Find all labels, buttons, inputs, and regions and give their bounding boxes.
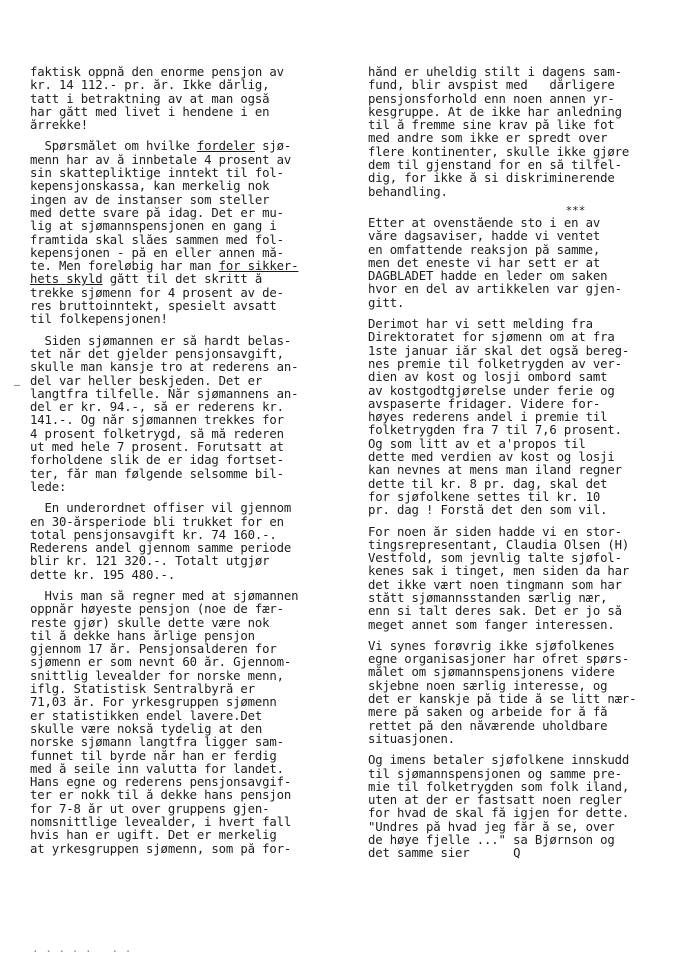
text-line: gjennom 17 år. Pensjonsalderen for	[30, 643, 277, 657]
text-line: av kostgodtgjørelse under ferie og	[368, 384, 615, 398]
text-line: Vestfold, som jevnlig talte sjøfol-	[368, 552, 622, 566]
text-line: DAGBLADET hadde en leder om saken	[368, 270, 608, 284]
right-column	[368, 66, 693, 869]
text-line: pensjonsforhold enn noen annen yr-	[368, 92, 615, 106]
text-line: hånd er uheldig stilt i dagens sam-	[368, 66, 622, 79]
text-line: skulle være nokså tydelig at den	[30, 722, 263, 736]
text-line: En underordnet offiser vil gjennom	[30, 502, 292, 516]
text-line: tingsrepresentant, Claudia Olsen (H)	[368, 538, 630, 552]
text-line: sjømenn er som nevnt 60 år. Gjennom-	[30, 656, 292, 670]
text-line: Etter at ovenstående sto i en av	[368, 216, 601, 230]
text-line: egne organisasjoner har ofret spørs-	[368, 653, 630, 667]
text-line: har gått med livet i hendene i en	[30, 105, 270, 119]
text-fragment: te. Men foreløbig har man	[30, 260, 219, 274]
text-line: hvor en del av artikkelen var gjen-	[368, 283, 622, 297]
text-line: enn si talt deres sak. Det er jo så	[368, 605, 622, 619]
text-line: snittlig levealder for norske menn,	[30, 669, 284, 683]
text-fragment: Spørsmålet om hvilke	[30, 140, 197, 154]
faded-footer-text: · · · · · · ·	[32, 945, 132, 958]
text-line: målet om sjømannspensjonens videre	[368, 666, 615, 680]
text-line: årrekke!	[30, 119, 89, 133]
text-line: Rederens andel gjennom samme periode	[30, 542, 292, 556]
text-line: med dette svare på idag. Det er mu-	[30, 206, 284, 220]
text-line: reste gjør) skulle dette være nok	[30, 616, 270, 630]
text-line: Og som litt av et a'propos til	[368, 437, 586, 451]
text-line: mere på saken og arbeide for å få	[368, 706, 608, 720]
text-line: det samme sier Q	[368, 847, 521, 861]
text-line: nomsnittlige levealder, i hvert fall	[30, 816, 292, 830]
margin-mark: –	[14, 380, 21, 391]
text-line: kepensjonen - på en eller annen må-	[30, 246, 284, 260]
text-line: dem til gjenstand for en så tilfel-	[368, 159, 622, 173]
text-line: stått sjømannsstanden særlig nær,	[368, 591, 608, 605]
text-line: med andre som ikke er spredt over	[368, 132, 608, 146]
text-line: For noen år siden hadde vi en stor-	[368, 525, 622, 539]
left-paragraph-2	[30, 140, 355, 326]
text-line	[30, 273, 355, 286]
text-line: pr. dag ! Forstå det den som vil.	[368, 504, 608, 518]
right-paragraph-1	[368, 66, 693, 199]
left-paragraph-4	[30, 502, 355, 582]
text-line: en 30-årsperiode bli trukket for en	[30, 515, 284, 529]
text-fragment: sjø-	[254, 140, 292, 154]
underlined-text: for sikker-	[218, 260, 299, 274]
right-paragraph-2	[368, 217, 693, 310]
text-line: det er kanskje på tide å se litt nær-	[368, 693, 637, 707]
underlined-text: hets skyld	[30, 273, 103, 287]
text-line: ingen av de instanser som steller	[30, 193, 270, 207]
text-fragment: gått til det skritt å	[102, 273, 263, 287]
text-line: kr. 14 112.- pr. år. Ikke dårlig,	[30, 79, 270, 93]
text-line: ter er nokk til å dekke hans pensjon	[30, 789, 292, 803]
text-line: kepensjonskassa, kan merkelig nok	[30, 180, 270, 194]
text-line: folketrygden fra 7 til 7,6 prosent.	[368, 424, 622, 438]
text-line: dette med verdien av kost og losji	[368, 451, 615, 465]
text-line: blir kr. 121 320.-. Totalt utgjør	[30, 555, 270, 569]
text-line: ter, får man følgende selsomme bil-	[30, 467, 284, 481]
text-line: behandling.	[368, 185, 448, 199]
text-line: til å dekke hans årlige pensjon	[30, 629, 255, 643]
text-line	[30, 260, 355, 273]
text-line: avspaserte fridager. Videre for-	[368, 397, 601, 411]
left-column	[30, 66, 355, 864]
text-line: for hvad de skal få igjen for dette.	[368, 807, 630, 821]
text-line: for 7-8 år ut over gruppens gjen-	[30, 802, 270, 816]
text-line: norske sjømann langtfra ligger sam-	[30, 736, 284, 750]
text-line: "Undres på hvad jeg får å se, over	[368, 820, 615, 834]
text-line: tatt i betraktning av at man også	[30, 92, 270, 106]
text-line: nes premie til folketrygden av ver-	[368, 357, 622, 371]
text-line: at yrkesgruppen sjømenn, som på for-	[30, 842, 292, 856]
text-line: sin skattepliktige inntekt til fol-	[30, 167, 284, 181]
text-line: med å seile inn valutta for landet.	[30, 762, 284, 776]
right-paragraph-4	[368, 526, 693, 632]
text-line: gitt.	[368, 296, 405, 310]
text-line: Vi synes forøvrig ikke sjøfolkenes	[368, 639, 615, 653]
text-line: de høye fjelle ..." sa Bjørnson og	[368, 834, 615, 848]
text-line: faktisk oppnå den enorme pensjon av	[30, 66, 284, 79]
text-line: Derimot har vi sett melding fra	[368, 318, 593, 332]
underlined-text: fordeler	[196, 140, 255, 154]
text-line: flere kontinenter, skulle ikke gjøre	[368, 145, 630, 159]
text-line: våre dagsaviser, hadde vi ventet	[368, 230, 601, 244]
text-line: til å fremme sine krav på like fot	[368, 119, 615, 133]
text-line: ut med hele 7 prosent. Forutsatt at	[30, 441, 284, 455]
text-line: for sjøfolkene settes til kr. 10	[368, 490, 601, 504]
text-line: langtfra tilfelle. Når sjømannens an-	[30, 387, 299, 401]
text-line: iflg. Statistisk Sentralbyrå er	[30, 683, 255, 697]
text-line: fund, blir avspist med dårligere	[368, 79, 615, 93]
left-paragraph-3	[30, 335, 355, 495]
text-line: skulle man kansje tro at rederens an-	[30, 361, 299, 375]
text-line: det ikke vært noen tingmann som har	[368, 578, 622, 592]
text-line: 71,03 år. For yrkesgruppen sjømenn	[30, 696, 277, 710]
left-paragraph-1	[30, 66, 355, 132]
text-line: forholdene slik de er idag fortset-	[30, 454, 284, 468]
right-paragraph-5	[368, 640, 693, 746]
text-line: dette kr. 195 480.-.	[30, 568, 176, 582]
text-line: lig at sjømannspensjonen en gang i	[30, 220, 277, 234]
text-line: Hans egne og rederens pensjonsavgif-	[30, 776, 292, 790]
text-line: tet når det gjelder pensjonsavgift,	[30, 347, 284, 361]
text-line: Direktoratet for sjømenn om at fra	[368, 331, 615, 345]
text-line: 1ste januar iår skal det også bereg-	[368, 344, 630, 358]
section-separator: ***	[565, 203, 586, 217]
text-line: total pensjonsavgift kr. 74 160.-.	[30, 528, 277, 542]
text-line: situasjonen.	[368, 732, 456, 746]
text-line: til folkepensjonen!	[30, 313, 168, 327]
text-line: høyes rederens andel i premie til	[368, 411, 608, 425]
text-line: trekke sjømenn for 4 prosent av de-	[30, 286, 284, 300]
text-line: en omfattende reaksjon på samme,	[368, 243, 601, 257]
text-line: dig, for ikke å si diskriminerende	[368, 172, 615, 186]
text-line: Og imens betaler sjøfolkene innskudd	[368, 754, 630, 768]
text-line: 141.-. Og når sjømannen trekkes for	[30, 414, 284, 428]
text-line: kan nevnes at mens man iland regner	[368, 464, 622, 478]
text-line: til sjømannspensjonen og samme pre-	[368, 767, 622, 781]
text-line: mie til folketrygden som folk iland,	[368, 780, 630, 794]
text-line: del er kr. 94.-, så er rederens kr.	[30, 401, 284, 415]
text-line: menn har av å innbetale 4 prosent av	[30, 153, 292, 167]
text-line: skjebne noen særlig interesse, og	[368, 679, 608, 693]
text-line: framtida skal slåes sammen med fol-	[30, 233, 284, 247]
text-line: Hvis man så regner med at sjømannen	[30, 589, 299, 603]
text-line: hvis han er ugift. Det er merkelig	[30, 829, 277, 843]
text-line: funnet til byrde når han er ferdig	[30, 749, 277, 763]
text-line: oppnår høyeste pensjon (noe de fær-	[30, 603, 284, 617]
text-line: lede:	[30, 480, 67, 494]
text-line: rettet på den nåværende uholdbare	[368, 719, 608, 733]
text-line: 4 prosent folketrygd, så må rederen	[30, 427, 284, 441]
text-line: dien av kost og losji ombord samt	[368, 371, 608, 385]
left-paragraph-5	[30, 590, 355, 856]
text-line: res bruttoinntekt, spesielt avsatt	[30, 300, 277, 314]
text-line: uten at der er fastsatt noen regler	[368, 794, 622, 808]
text-line: del var heller beskjeden. Det er	[30, 374, 263, 388]
text-line: meget annet som fanger interessen.	[368, 618, 615, 632]
text-line: kenes sak i tinget, men siden da har	[368, 565, 630, 579]
right-paragraph-6	[368, 754, 693, 860]
text-line: Siden sjømannen er så hardt belas-	[30, 334, 292, 348]
text-line: kesgruppe. At de ikke har anledning	[368, 105, 622, 119]
text-line: men det eneste vi har sett er at	[368, 256, 601, 270]
text-line: er statistikken endel lavere.Det	[30, 709, 263, 723]
text-line: dette til kr. 8 pr. dag, skal det	[368, 477, 608, 491]
text-line	[30, 140, 355, 153]
right-paragraph-3	[368, 318, 693, 517]
